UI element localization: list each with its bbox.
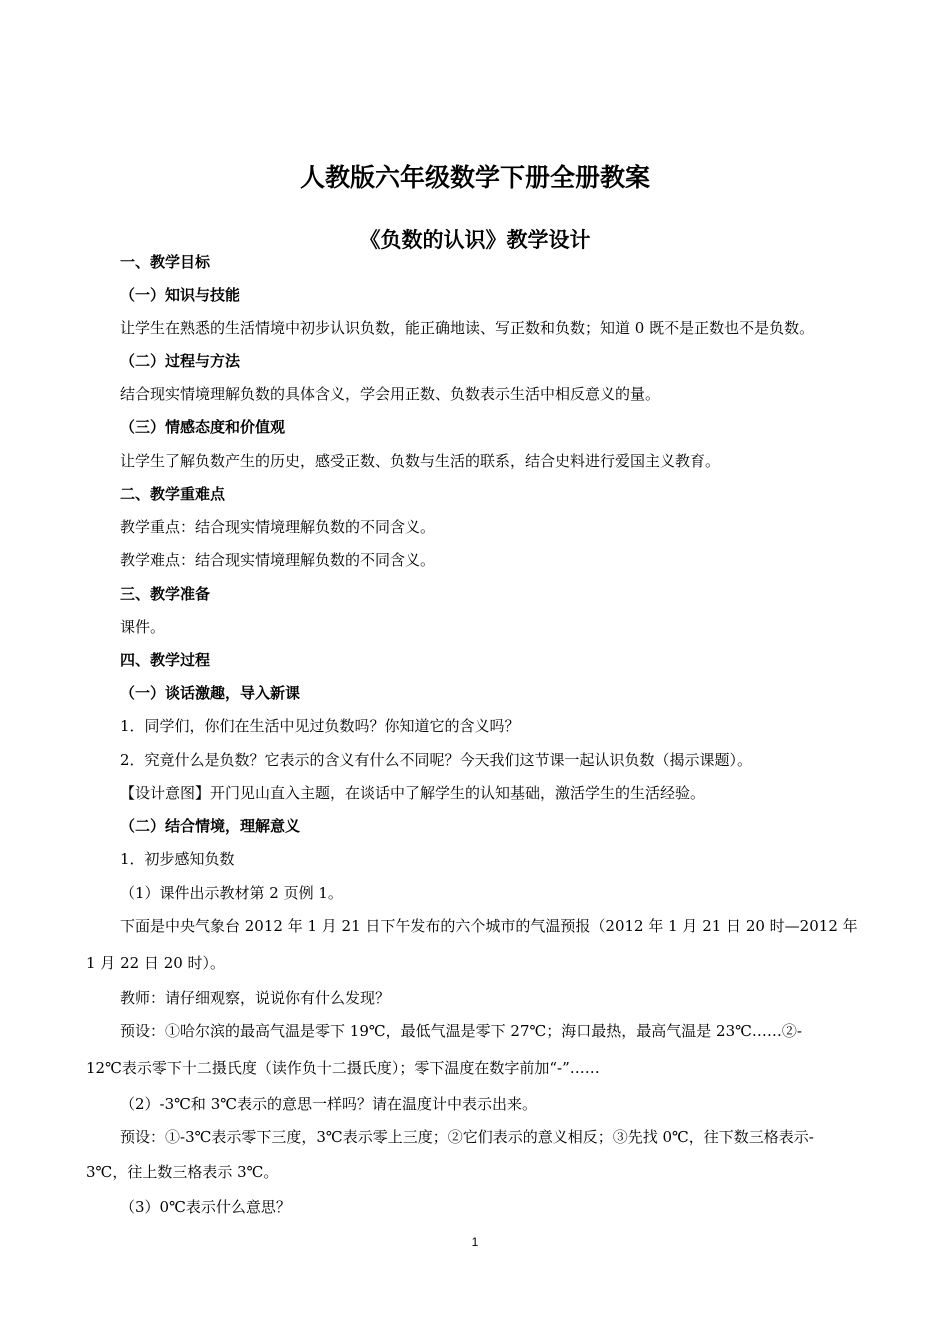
paragraph-continuation: 3℃，往上数三格表示 3℃。 [86, 1163, 279, 1181]
section-heading: 四、教学过程 [120, 651, 211, 669]
design-intent-note: 【设计意图】开门见山直入主题，在谈话中了解学生的认知基础，激活学生的生活经验。 [120, 784, 706, 802]
paragraph: 2．究竟什么是负数？它表示的含义有什么不同呢？今天我们这节课一起认识负数（揭示课题）。 [120, 751, 753, 769]
paragraph: （3）0℃表示什么意思？ [120, 1198, 291, 1216]
section-heading: 二、教学重难点 [120, 485, 226, 503]
paragraph: 教师：请仔细观察，说说你有什么发现？ [120, 989, 391, 1007]
page-number: 1 [471, 1235, 479, 1249]
section-heading: 一、教学目标 [120, 253, 211, 271]
paragraph: 让学生在熟悉的生活情境中初步认识负数，能正确地读、写正数和负数；知道 0 既不是正数也不是负数。 [120, 319, 815, 337]
subsection-heading: （二）过程与方法 [120, 352, 241, 370]
lesson-title: 《负数的认识》教学设计 [359, 228, 591, 252]
paragraph: 下面是中央气象台 2012 年 1 月 21 日下午发布的六个城市的气温预报（2012 年 1 月 21 日 20 时—2012 年 [120, 917, 858, 935]
section-heading: 三、教学准备 [120, 585, 211, 603]
subsection-heading: （一）谈话激趣，导入新课 [120, 684, 301, 702]
subsection-heading: （三）情感态度和价值观 [120, 418, 286, 436]
document-title: 人教版六年级数学下册全册教案 [299, 163, 650, 192]
subsection-heading: （一）知识与技能 [120, 286, 241, 304]
paragraph: 教学难点：结合现实情境理解负数的不同含义。 [120, 551, 436, 569]
paragraph: 1．同学们，你们在生活中见过负数吗？你知道它的含义吗？ [120, 717, 520, 735]
paragraph: 1．初步感知负数 [120, 850, 235, 868]
paragraph: 结合现实情境理解负数的具体含义，学会用正数、负数表示生活中相反意义的量。 [120, 385, 661, 403]
paragraph: 让学生了解负数产生的历史，感受正数、负数与生活的联系，结合史料进行爱国主义教育。 [120, 452, 721, 470]
paragraph: 课件。 [120, 618, 166, 636]
paragraph: 预设：①哈尔滨的最高气温是零下 19℃，最低气温是零下 27℃；海口最热，最高气温是 23℃……②- [120, 1022, 802, 1040]
paragraph: （2）-3℃和 3℃表示的意思一样吗？请在温度计中表示出来。 [120, 1095, 538, 1113]
paragraph: （1）课件出示教材第 2 页例 1。 [120, 884, 343, 902]
paragraph: 预设：①-3℃表示零下三度，3℃表示零上三度；②它们表示的意义相反；③先找 0℃，往下数三格表示- [120, 1128, 814, 1146]
paragraph-continuation: 1 月 22 日 20 时）。 [86, 954, 226, 972]
paragraph: 教学重点：结合现实情境理解负数的不同含义。 [120, 518, 436, 536]
paragraph-continuation: 12℃表示零下十二摄氏度（读作负十二摄氏度）；零下温度在数字前加“-”…… [86, 1059, 600, 1077]
subsection-heading: （二）结合情境，理解意义 [120, 817, 301, 835]
